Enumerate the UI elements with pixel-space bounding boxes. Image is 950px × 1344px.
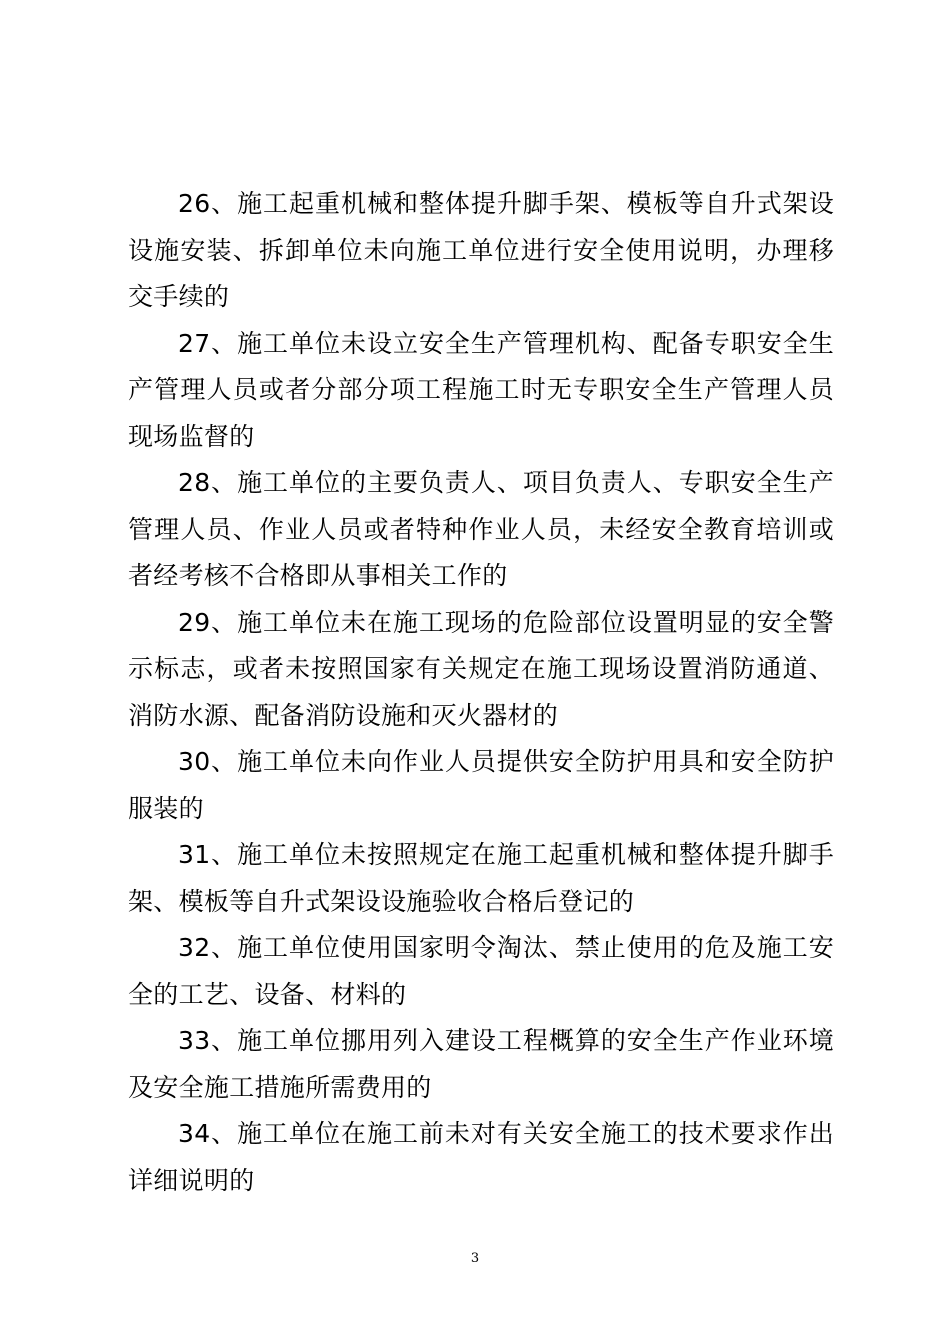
list-item: 27、施工单位未设立安全生产管理机构、配备专职安全生产管理人员或者分部分项工程施工时无专职安全生产管理人员现场监督的 <box>128 328 834 451</box>
list-item: 29、施工单位未在施工现场的危险部位设置明显的安全警示标志，或者未按照国家有关规定在施工现场设置消防通道、消防水源、配备消防设施和灭火器材的 <box>128 607 834 730</box>
list-item: 33、施工单位挪用列入建设工程概算的安全生产作业环境及安全施工措施所需费用的 <box>128 1026 834 1102</box>
list-item: 32、施工单位使用国家明令淘汰、禁止使用的危及施工安全的工艺、设备、材料的 <box>128 933 834 1009</box>
list-item: 31、施工单位未按照规定在施工起重机械和整体提升脚手架、模板等自升式架设设施验收合格后登记的 <box>128 840 834 916</box>
list-item: 26、施工起重机械和整体提升脚手架、模板等自升式架设设施安装、拆卸单位未向施工单位进行安全使用说明，办理移交手续的 <box>128 189 834 311</box>
list-item: 30、施工单位未向作业人员提供安全防护用具和安全防护服装的 <box>128 747 834 823</box>
body-text <box>128 181 834 1204</box>
list-item: 34、施工单位在施工前未对有关安全施工的技术要求作出详细说明的 <box>128 1119 834 1195</box>
list-item: 28、施工单位的主要负责人、项目负责人、专职安全生产管理人员、作业人员或者特种作业人员，未经安全教育培训或者经考核不合格即从事相关工作的 <box>128 468 834 590</box>
page-number: 3 <box>470 1251 480 1266</box>
